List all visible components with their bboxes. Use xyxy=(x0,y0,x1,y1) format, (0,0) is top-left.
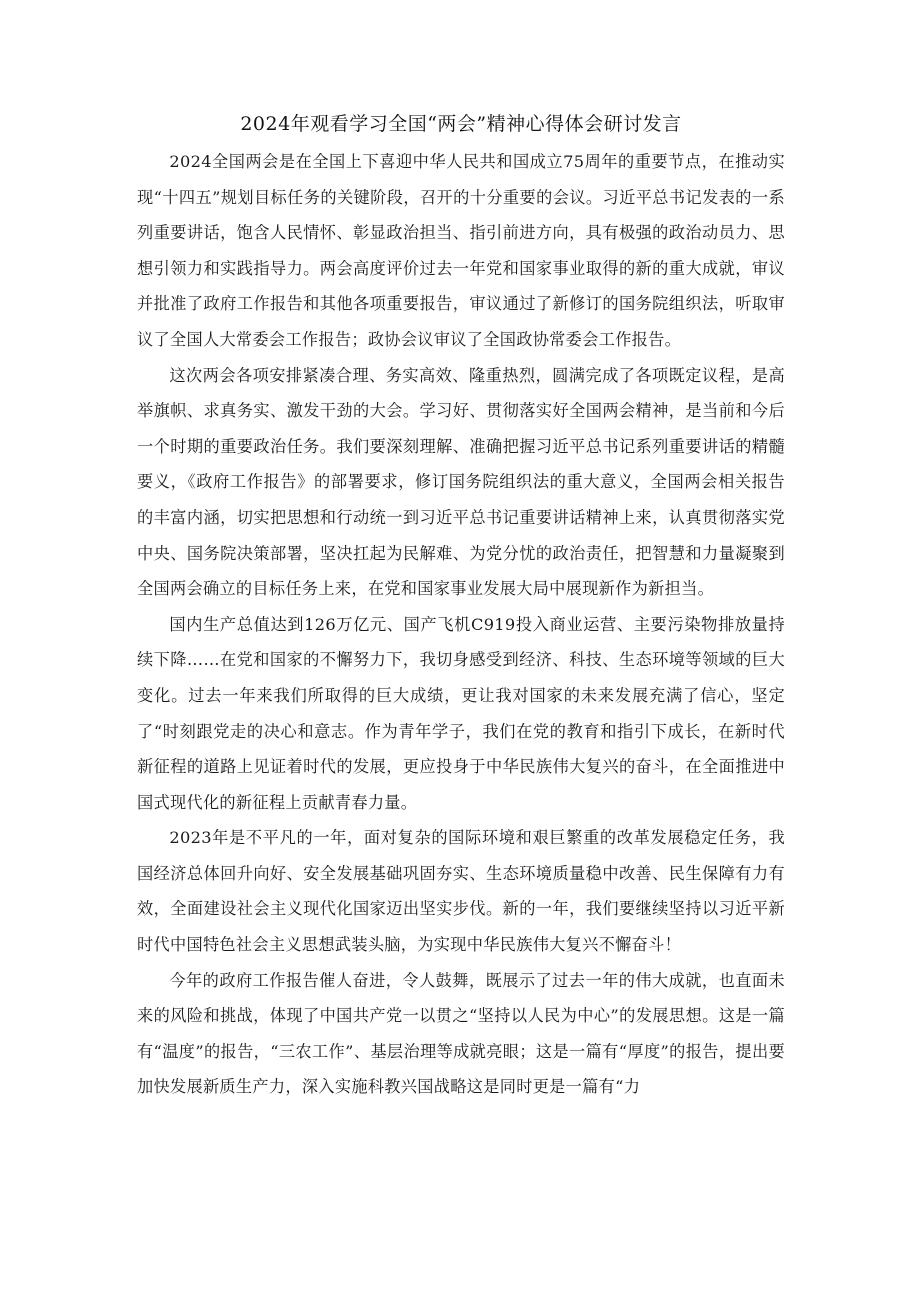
document-page xyxy=(137,106,785,1105)
paragraph-4: 2023年是不平凡的一年，面对复杂的国际环境和艰巨繁重的改革发展稳定任务，我国经济总体回升向好、安全发展基础巩固夯实、生态环境质量稳中改善、民生保障有力有效，全面建设社会主义现代化国家迈出坚实步伐。新的一年，我们要继续坚持以习近平新时代中国特色社会主义思想武装头脑，为实现中华民族伟大复兴不懈奋斗！ xyxy=(137,828,785,955)
paragraph-3: 国内生产总值达到126万亿元、国产飞机C919投入商业运营、主要污染物排放量持续下降……在党和国家的不懈努力下，我切身感受到经济、科技、生态环境等领域的巨大变化。过去一年来我们所取得的巨大成绩，更让我对国家的未来发展充满了信心，坚定了“时刻跟党走的决心和意志。作为青年学子，我们在党的教育和指引下成长，在新时代新征程的道路上见证着时代的发展，更应投身于中华民族伟大复兴的奋斗，在全面推进中国式现代化的新征程上贡献青春力量。 xyxy=(137,614,785,812)
paragraph-1: 2024全国两会是在全国上下喜迎中华人民共和国成立75周年的重要节点，在推动实现“十四五”规划目标任务的关键阶段，召开的十分重要的会议。习近平总书记发表的一系列重要讲话，饱含人民情怀、彰显政治担当、指引前进方向，具有极强的政治动员力、思想引领力和实践指导力。两会高度评价过去一年党和国家事业取得的新的重大成就，审议并批准了政府工作报告和其他各项重要报告，审议通过了新修订的国务院组织法，听取审议了全国人大常委会工作报告；政协会议审议了全国政协常委会工作报告。 xyxy=(137,152,785,349)
document-title: 2024年观看学习全国“两会”精神心得体会研讨发言 xyxy=(240,113,682,135)
paragraph-2: 这次两会各项安排紧凑合理、务实高效、隆重热烈，圆满完成了各项既定议程，是高举旗帜、求真务实、激发干劲的大会。学习好、贯彻落实好全国两会精神，是当前和今后一个时期的重要政治任务。我们要深刻理解、准确把握习近平总书记系列重要讲话的精髓要义，《政府工作报告》的部署要求，修订国务院组织法的重大意义，全国两会相关报告的丰富内涵，切实把思想和行动统一到习近平总书记重要讲话精神上来，认真贯彻落实党中央、国务院决策部署，坚决扛起为民解难、为党分忧的政治责任，把智慧和力量凝聚到全国两会确立的目标任务上来，在党和国家事业发展大局中展现新作为新担当。 xyxy=(137,365,785,599)
paragraph-5: 今年的政府工作报告催人奋进，令人鼓舞，既展示了过去一年的伟大成就，也直面未来的风险和挑战，体现了中国共产党一以贯之“坚持以人民为中心”的发展思想。这是一篇有“温度”的报告，“三农工作”、基层治理等成就亮眼；这是一篇有“厚度”的报告，提出要加快发展新质生产力，深入实施科教兴国战略这是同时更是一篇有“力 xyxy=(137,970,786,1097)
